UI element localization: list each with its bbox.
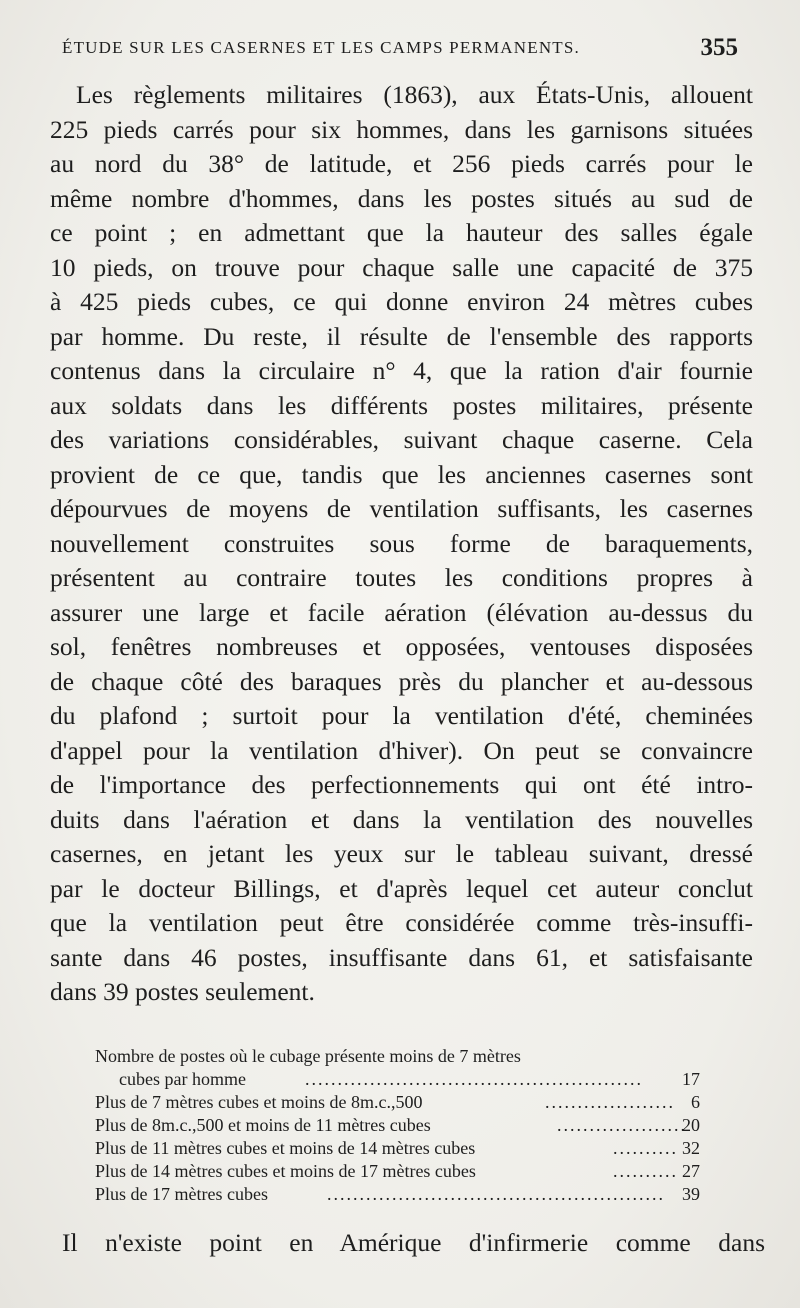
text-line: 225 pieds carrés pour six hommes, dans les garnisons situées: [50, 114, 753, 144]
text-line: par le docteur Billings, et d'après lequel cet auteur conclut: [50, 873, 753, 903]
continuation-line: Il n'existe point en Amérique d'infirmerie comme dans: [62, 1228, 765, 1257]
text-line: casernes, en jetant les yeux sur le tableau suivant, dressé: [50, 839, 753, 868]
text-line: même nombre d'hommes, dans les postes situés au sud de: [50, 183, 753, 213]
table-row: [95, 1068, 700, 1091]
row-value: 32: [682, 1138, 700, 1158]
dot-leader: ....................: [557, 1115, 687, 1135]
text-line: duits dans l'aération et dans la ventilation des nouvelles: [50, 804, 753, 834]
page-number: 355: [700, 34, 738, 61]
row-label: Plus de 14 mètres cubes et moins de 17 mètres cubes: [95, 1161, 476, 1181]
row-value: 17: [682, 1069, 700, 1089]
row-label: cubes par homme: [119, 1069, 246, 1089]
dot-leader: ..........: [613, 1138, 678, 1158]
text-line: au nord du 38° de latitude, et 256 pieds carrés pour le: [50, 149, 753, 178]
row-value: 6: [691, 1092, 700, 1112]
row-label: Plus de 8m.c.,500 et moins de 11 mètres cubes: [95, 1115, 431, 1135]
text-line: d'appel pour la ventilation d'hiver). On peut se convaincre: [50, 735, 753, 765]
text-line: que la ventilation peut être considérée comme très-insuffi-: [50, 908, 753, 937]
text-line: sante dans 46 postes, insuffisante dans 61, et satisfaisante: [50, 942, 753, 972]
text-line: assurer une large et facile aération (élévation au-dessus du: [50, 597, 753, 627]
row-label: Plus de 11 mètres cubes et moins de 14 mètres cubes: [95, 1138, 476, 1158]
row-label: Nombre de postes où le cubage présente moins de 7 mètres: [95, 1046, 521, 1066]
text-line: provient de ce que, tandis que les anciennes casernes sont: [50, 459, 753, 489]
text-line: de l'importance des perfectionnements qui ont été intro-: [50, 770, 753, 799]
text-line: nouvellement construites sous forme de baraquements,: [50, 528, 753, 558]
row-label: Plus de 17 mètres cubes: [95, 1184, 268, 1204]
text-line: de chaque côté des baraques près du plancher et au-dessous: [50, 666, 753, 696]
table-row: [95, 1183, 700, 1206]
row-label: Plus de 7 mètres cubes et moins de 8m.c.,500: [95, 1092, 423, 1112]
dot-leader: ....................................................: [327, 1184, 665, 1204]
table-row: [95, 1091, 700, 1114]
row-value: 27: [682, 1161, 700, 1181]
table-row: [95, 1114, 700, 1137]
text-line: aux soldats dans les différents postes militaires, présente: [50, 390, 753, 420]
row-value: 39: [682, 1184, 700, 1204]
text-line: présentent au contraire toutes les conditions propres à: [50, 563, 753, 592]
row-value: 20: [682, 1115, 700, 1135]
text-line: des variations considérables, suivant chaque caserne. Cela: [50, 425, 753, 454]
table-row: [95, 1160, 700, 1183]
text-line: ce point ; en admettant que la hauteur des salles égale: [50, 218, 753, 247]
text-line: par homme. Du reste, il résulte de l'ensemble des rapports: [50, 321, 753, 351]
ventilation-table: [95, 1045, 700, 1206]
main-paragraph: [50, 78, 753, 1010]
text-line: dans 39 postes seulement.: [50, 977, 315, 1006]
running-title: ÉTUDE SUR LES CASERNES ET LES CAMPS PERMANENTS.: [62, 38, 580, 57]
page-header: [62, 34, 738, 74]
text-line: contenus dans la circulaire n° 4, que la ration d'air fournie: [50, 356, 753, 385]
text-line: sol, fenêtres nombreuses et opposées, ventouses disposées: [50, 632, 753, 661]
text-line: du plafond ; surtoit pour la ventilation d'été, cheminées: [50, 701, 753, 730]
text-line: 10 pieds, on trouve pour chaque salle une capacité de 375: [50, 252, 753, 282]
text-line: à 425 pieds cubes, ce qui donne environ 24 mètres cubes: [50, 287, 753, 316]
text-line: dépourvues de moyens de ventilation suffisants, les casernes: [50, 494, 753, 523]
dot-leader: ....................: [545, 1092, 675, 1112]
text-line: Les règlements militaires (1863), aux États-Unis, allouent: [76, 80, 753, 109]
table-row: [95, 1045, 700, 1068]
table-row: [95, 1137, 700, 1160]
dot-leader: ..........: [613, 1161, 678, 1181]
dot-leader: ....................................................: [305, 1069, 643, 1089]
